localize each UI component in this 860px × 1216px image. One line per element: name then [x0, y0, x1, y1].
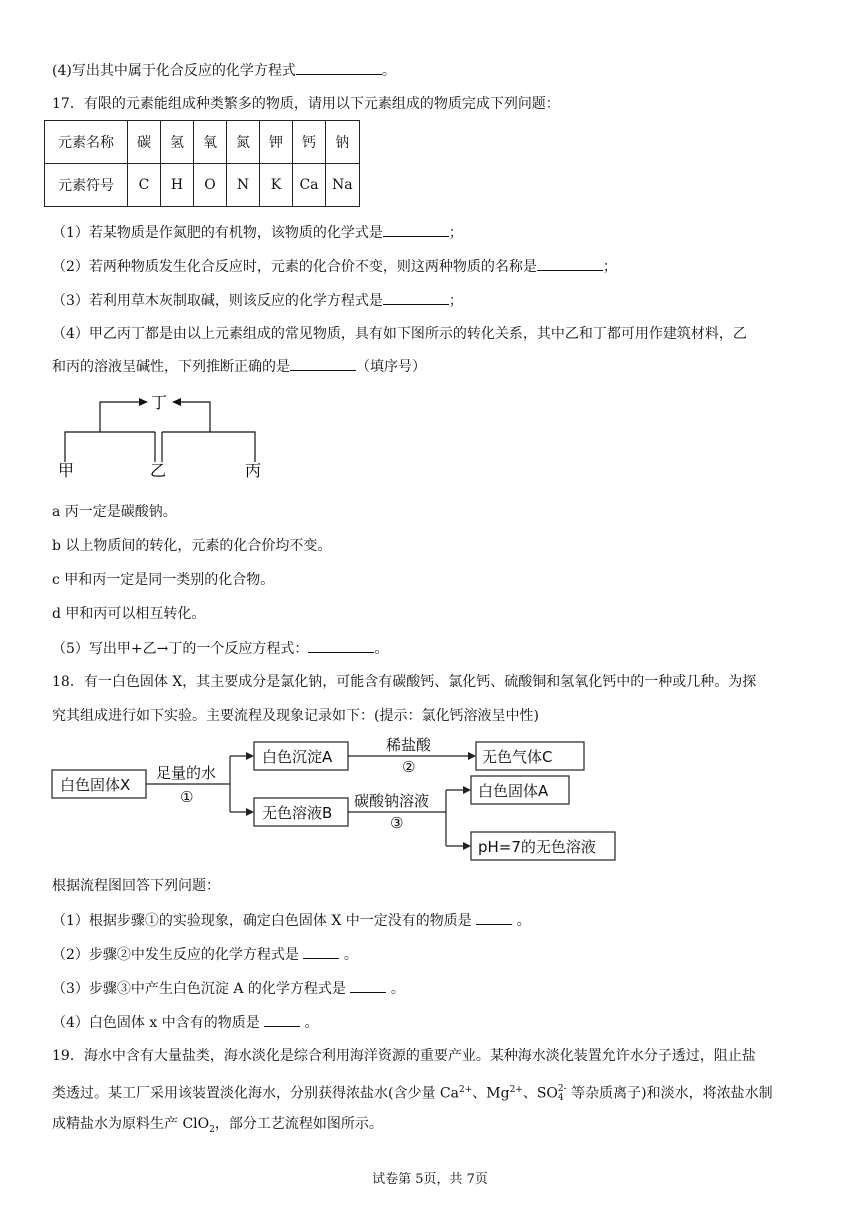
- element-name: 钠: [326, 121, 360, 164]
- node-jia: 甲: [58, 461, 75, 480]
- q19-line1: 19．海水中含有大量盐类，海水淡化是综合利用海洋资源的重要产业。某种海水淡化装置允许水分子透过，阻止盐: [52, 1048, 756, 1064]
- q16-part4-text: (4)写出其中属于化合反应的化学方程式: [52, 63, 296, 79]
- element-name: 钙: [293, 121, 326, 164]
- answer-blank[interactable]: [476, 910, 512, 925]
- answer-blank[interactable]: [264, 1012, 300, 1027]
- box-gas-c: 无色气体C: [482, 748, 553, 766]
- box-neutral-solution: pH=7的无色溶液: [478, 838, 596, 856]
- label-step1: ①: [180, 788, 194, 806]
- element-name: 钾: [260, 121, 293, 164]
- q18-sub2: （2）步骤②中发生反应的化学方程式是 。: [52, 944, 358, 965]
- element-symbol: H: [161, 164, 194, 207]
- element-name: 氮: [227, 121, 260, 164]
- q18-stem-line1: 18．有一白色固体 X，其主要成分是氯化钠，可能含有碳酸钙、氯化钙、硫酸铜和氢氧化钙中的一种或几种。为探: [52, 674, 757, 690]
- answer-blank[interactable]: [303, 944, 339, 959]
- element-symbol: N: [227, 164, 260, 207]
- element-name: 氧: [194, 121, 227, 164]
- element-symbol: C: [128, 164, 161, 207]
- table-header: 元素名称: [45, 121, 128, 164]
- table-row: [45, 121, 360, 164]
- box-solution-b: 无色溶液B: [262, 804, 333, 822]
- q17-sub4-line1: （4）甲乙丙丁都是由以上元素组成的常见物质，具有如下图所示的转化关系，其中乙和丁都可用作建筑材料，乙: [52, 326, 747, 342]
- node-yi: 乙: [150, 461, 167, 480]
- q17-option-c: c 甲和丙一定是同一类别的化合物。: [52, 572, 275, 588]
- q17-option-d: d 甲和丙可以相互转化。: [52, 606, 206, 622]
- q18-sub4: （4）白色固体 x 中含有的物质是 。: [52, 1012, 319, 1033]
- q17-sub4-line2: 和丙的溶液呈碱性，下列推断正确的是 （填序号）: [52, 356, 426, 377]
- q16-part4: (4)写出其中属于化合反应的化学方程式 。: [52, 60, 396, 81]
- q17-sub2: （2）若两种物质发生化合反应时，元素的化合价不变，则这两种物质的名称是 ；: [52, 256, 617, 277]
- element-symbol: Ca: [293, 164, 326, 207]
- element-symbol: Na: [326, 164, 360, 207]
- q19-line2: 类透过。某工厂采用该装置淡化海水，分别获得浓盐水(含少量 $Ca^{2+}$、$Mg^{2+}$、SO 2- 4 等杂质离子)和淡水，将浓盐水制: [52, 1083, 773, 1103]
- label-step3: ③: [390, 814, 404, 832]
- box-solid-a: 白色固体A: [478, 782, 549, 800]
- answer-blank[interactable]: [537, 256, 603, 271]
- q17-sub3: （3）若利用草木灰制取碱，则该反应的化学方程式是 ；: [52, 290, 463, 311]
- element-symbol: O: [194, 164, 227, 207]
- q18-sub3: （3）步骤③中产生白色沉淀 A 的化学方程式是 。: [52, 978, 405, 999]
- element-symbol: K: [260, 164, 293, 207]
- q17-sub5: （5）写出甲+乙→丁的一个反应方程式： 。: [52, 638, 388, 659]
- q17-sub1: （1）若某物质是作氮肥的有机物，该物质的化学式是 ；: [52, 222, 463, 243]
- table-row: [45, 164, 360, 207]
- conversion-diagram: [50, 386, 280, 486]
- experiment-flowchart: [48, 730, 628, 866]
- answer-blank[interactable]: [383, 222, 449, 237]
- q17-stem: 17．有限的元素能组成种类繁多的物质，请用以下元素组成的物质完成下列问题：: [52, 96, 560, 112]
- page-footer: 试卷第 5页，共 7页: [372, 1172, 488, 1187]
- node-bing: 丙: [245, 461, 262, 480]
- q18-intro: 根据流程图回答下列问题：: [52, 878, 220, 894]
- q17-option-b: b 以上物质间的转化，元素的化合价均不变。: [52, 538, 332, 554]
- answer-blank[interactable]: [308, 638, 374, 653]
- element-name: 氢: [161, 121, 194, 164]
- answer-blank[interactable]: [290, 356, 356, 371]
- element-table: [44, 120, 360, 207]
- label-step2: ②: [402, 758, 416, 776]
- table-header: 元素符号: [45, 164, 128, 207]
- node-ding: 丁: [151, 393, 168, 412]
- q19-line3: 成精盐水为原料生产 ClO$_2$，部分工艺流程如图所示。: [52, 1116, 383, 1135]
- q17-option-a: a 丙一定是碳酸钠。: [52, 504, 177, 520]
- q18-stem-line2: 究其组成进行如下实验。主要流程及现象记录如下：(提示：氯化钙溶液呈中性): [52, 708, 539, 724]
- label-hydrochloric-acid: 稀盐酸: [386, 736, 432, 754]
- element-name: 碳: [128, 121, 161, 164]
- answer-blank[interactable]: [383, 290, 449, 305]
- label-water: 足量的水: [156, 764, 217, 782]
- answer-blank[interactable]: [296, 60, 382, 75]
- box-precipitate-a: 白色沉淀A: [262, 748, 333, 766]
- box-white-solid-x: 白色固体X: [60, 776, 131, 794]
- answer-blank[interactable]: [350, 978, 386, 993]
- label-sodium-carbonate: 碳酸钠溶液: [354, 792, 430, 810]
- q18-sub1: （1）根据步骤①的实验现象，确定白色固体 X 中一定没有的物质是 。: [52, 910, 531, 931]
